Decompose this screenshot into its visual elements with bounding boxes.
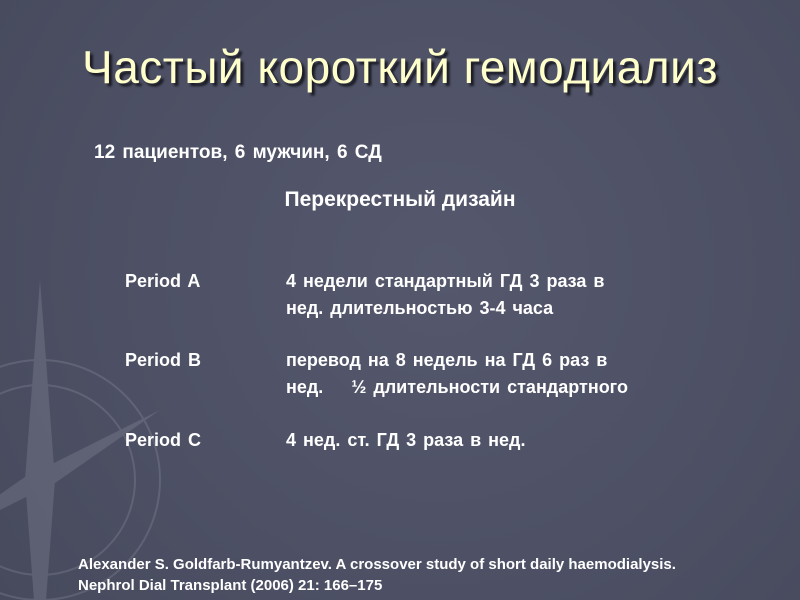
period-b-description (286, 347, 686, 401)
period-a-line-2: нед. длительностью 3-4 часа (286, 298, 554, 318)
period-c-description (286, 427, 686, 454)
period-b-line-2: нед. ½ длительности стандартного (286, 377, 628, 397)
design-heading: Перекрестный дизайн (284, 188, 516, 211)
period-c-line-1: 4 нед. ст. ГД 3 раза в нед. (286, 430, 526, 450)
citation-line-1: Alexander S. Goldfarb-Rumyantzev. A crossover study of short daily haemodialysis. (78, 556, 676, 573)
slide-title: Частый короткий гемодиализ (82, 41, 718, 93)
period-b-line-1: перевод на 8 недель на ГД 6 раз в (286, 350, 608, 370)
citation (78, 554, 676, 596)
period-a-description (286, 268, 686, 322)
period-a-label: Period A (125, 271, 201, 291)
period-a-line-1: 4 недели стандартный ГД 3 раза в (286, 271, 605, 291)
citation-line-2: Nephrol Dial Transplant (2006) 21: 166–175 (78, 577, 383, 594)
patients-summary: 12 пациентов, 6 мужчин, 6 СД (94, 142, 382, 163)
period-b-label: Period B (125, 350, 202, 370)
period-c-label: Period C (125, 430, 202, 450)
